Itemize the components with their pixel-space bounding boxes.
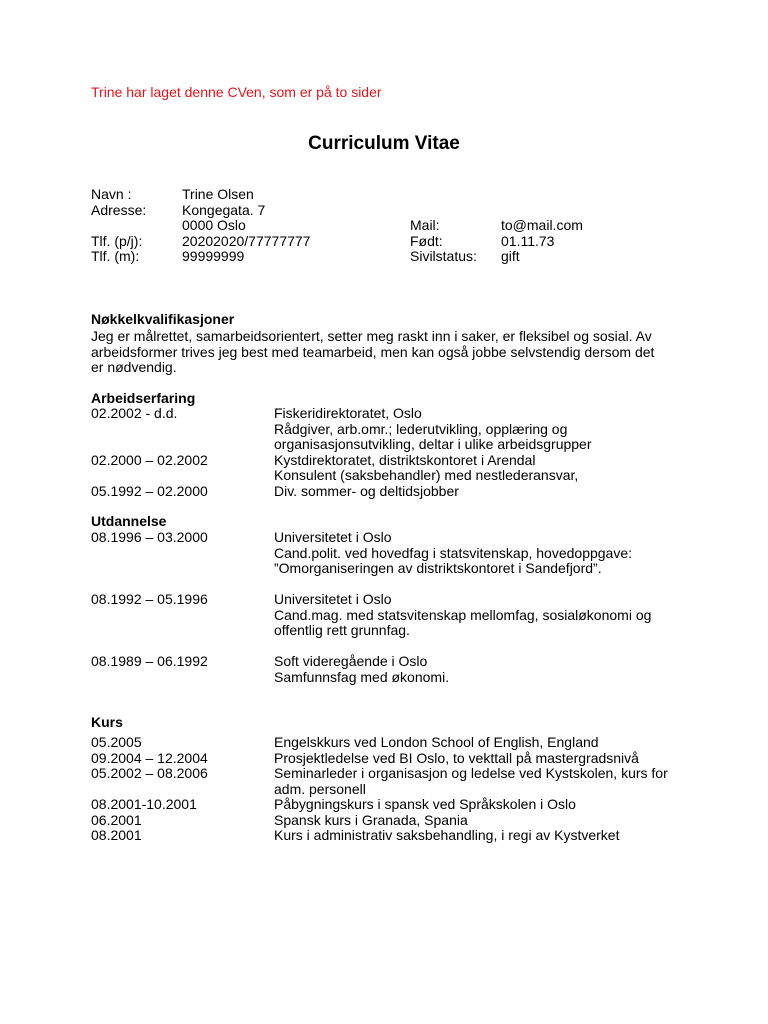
- courses-list: [91, 735, 691, 844]
- name-label: Navn :: [91, 186, 132, 202]
- civil-status-label: Sivilstatus:: [410, 248, 477, 264]
- personal-row-address: [91, 203, 711, 219]
- work-heading: Arbeidserfaring: [91, 390, 196, 406]
- address-line1: Kongegata. 7: [182, 201, 266, 218]
- courses-heading: Kurs: [91, 714, 123, 730]
- entry-date: 05.1992 – 02.2000: [91, 482, 208, 499]
- entry-description: [274, 766, 684, 797]
- summary-line: arbeidsformer trives jeg best med teamarbeid, men kan også jobbe selvstendig dersom det: [91, 343, 655, 360]
- entry-date: 09.2004 – 12.2004: [91, 749, 208, 766]
- summary-line: Jeg er målrettet, samarbeidsorientert, setter meg raskt inn i saker, er fleksibel og sosial. Av: [91, 328, 652, 344]
- entry-line: offentlig rett grunnfag.: [274, 622, 410, 638]
- personal-row-phone: [91, 234, 711, 250]
- entry-line: Kurs i administrativ saksbehandling, i regi av Kystverket: [274, 827, 620, 843]
- personal-row-name: [91, 187, 711, 203]
- entry-line: Rådgiver, arb.omr.; lederutvikling, opplæring og: [274, 420, 568, 437]
- entry-date: 02.2000 – 02.2002: [91, 451, 208, 468]
- entry-line: Spansk kurs i Granada, Spania: [274, 811, 468, 828]
- entry-description: [274, 654, 684, 685]
- entry-line: Samfunnsfag med økonomi.: [274, 668, 450, 685]
- entry-description: [274, 484, 684, 500]
- entry-line: Seminarleder i organisasjon og ledelse ved Kystskolen, kurs for: [274, 765, 668, 781]
- phone-m-label: Tlf. (m):: [91, 248, 140, 264]
- education-heading: Utdannelse: [91, 513, 167, 529]
- education-entry: [91, 530, 691, 577]
- entry-line: ”Omorganiseringen av distriktskontoret i Sandefjord”.: [274, 560, 602, 576]
- personal-row-mobile: [91, 249, 711, 265]
- entry-line: Kystdirektoratet, distriktskontoret i Arendal: [274, 451, 536, 468]
- course-entry: [91, 751, 691, 767]
- key-qualifications-heading: Nøkkelkvalifikasjoner: [91, 311, 235, 327]
- entry-description: [274, 828, 684, 844]
- personal-row-postal: [91, 218, 711, 234]
- entry-line: Cand.polit. ved hovedfag i statsvitenskap, hovedoppgave:: [274, 544, 633, 561]
- address-label: Adresse:: [91, 201, 147, 218]
- phone-pj-value: 20202020/77777777: [182, 232, 311, 249]
- education-list: [91, 530, 691, 685]
- born-value: 01.11.73: [501, 232, 555, 249]
- entry-line: Påbygningskurs i spansk ved Språkskolen i Oslo: [274, 796, 576, 812]
- course-entry: [91, 828, 691, 844]
- page-title: Curriculum Vitae: [308, 133, 460, 154]
- phone-pj-label: Tlf. (p/j):: [91, 232, 143, 249]
- entry-line: Div. sommer- og deltidsjobber: [274, 482, 459, 499]
- name-value: Trine Olsen: [182, 186, 254, 202]
- civil-status-value: gift: [501, 248, 520, 264]
- entry-description: [274, 735, 684, 751]
- entry-line: organisasjonsutvikling, deltar i ulike arbeidsgrupper: [274, 436, 592, 452]
- mail-value: to@mail.com: [501, 217, 583, 233]
- entry-line: adm. personell: [274, 780, 366, 797]
- phone-m-value: 99999999: [182, 248, 245, 264]
- course-entry: [91, 813, 691, 829]
- key-qualifications-text: [91, 329, 681, 376]
- entry-line: Prosjektledelse ved BI Oslo, to vekttall på mastergradsnivå: [274, 749, 639, 766]
- born-label: Født:: [410, 232, 443, 249]
- entry-date: 08.2001: [91, 827, 142, 843]
- author-note: Trine har laget denne CVen, som er på to sider: [91, 84, 382, 100]
- education-entry: [91, 654, 691, 685]
- education-entry: [91, 592, 691, 639]
- entry-description: [274, 453, 684, 484]
- entry-description: [274, 797, 684, 813]
- entry-line: Universitetet i Oslo: [274, 529, 392, 545]
- entry-description: [274, 530, 684, 577]
- entry-line: Fiskeridirektoratet, Oslo: [274, 405, 422, 421]
- entry-description: [274, 406, 684, 453]
- entry-date: 08.1992 – 05.1996: [91, 591, 208, 607]
- mail-label: Mail:: [410, 217, 440, 233]
- entry-line: Cand.mag. med statsvitenskap mellomfag, sosialøkonomi og: [274, 606, 652, 623]
- entry-line: Universitetet i Oslo: [274, 591, 392, 607]
- course-entry: [91, 766, 691, 797]
- personal-info: [91, 187, 711, 265]
- work-entry: [91, 484, 691, 500]
- summary-line: er nødvendig.: [91, 359, 177, 375]
- entry-date: 08.2001-10.2001: [91, 796, 197, 812]
- entry-date: 06.2001: [91, 811, 142, 828]
- entry-description: [274, 751, 684, 767]
- work-list: [91, 406, 691, 499]
- entry-date: 08.1989 – 06.1992: [91, 653, 208, 669]
- course-entry: [91, 735, 691, 751]
- address-line2: 0000 Oslo: [182, 217, 246, 233]
- entry-line: Engelskkurs ved London School of English, England: [274, 734, 599, 750]
- course-entry: [91, 797, 691, 813]
- entry-description: [274, 592, 684, 639]
- work-entry: [91, 453, 691, 484]
- work-entry: [91, 406, 691, 453]
- entry-line: Soft videregående i Oslo: [274, 653, 428, 669]
- entry-date: 05.2002 – 08.2006: [91, 765, 208, 781]
- entry-description: [274, 813, 684, 829]
- entry-date: 05.2005: [91, 734, 142, 750]
- entry-date: 02.2002 - d.d.: [91, 405, 178, 421]
- entry-date: 08.1996 – 03.2000: [91, 529, 208, 545]
- entry-line: Konsulent (saksbehandler) med nestlederansvar,: [274, 467, 579, 483]
